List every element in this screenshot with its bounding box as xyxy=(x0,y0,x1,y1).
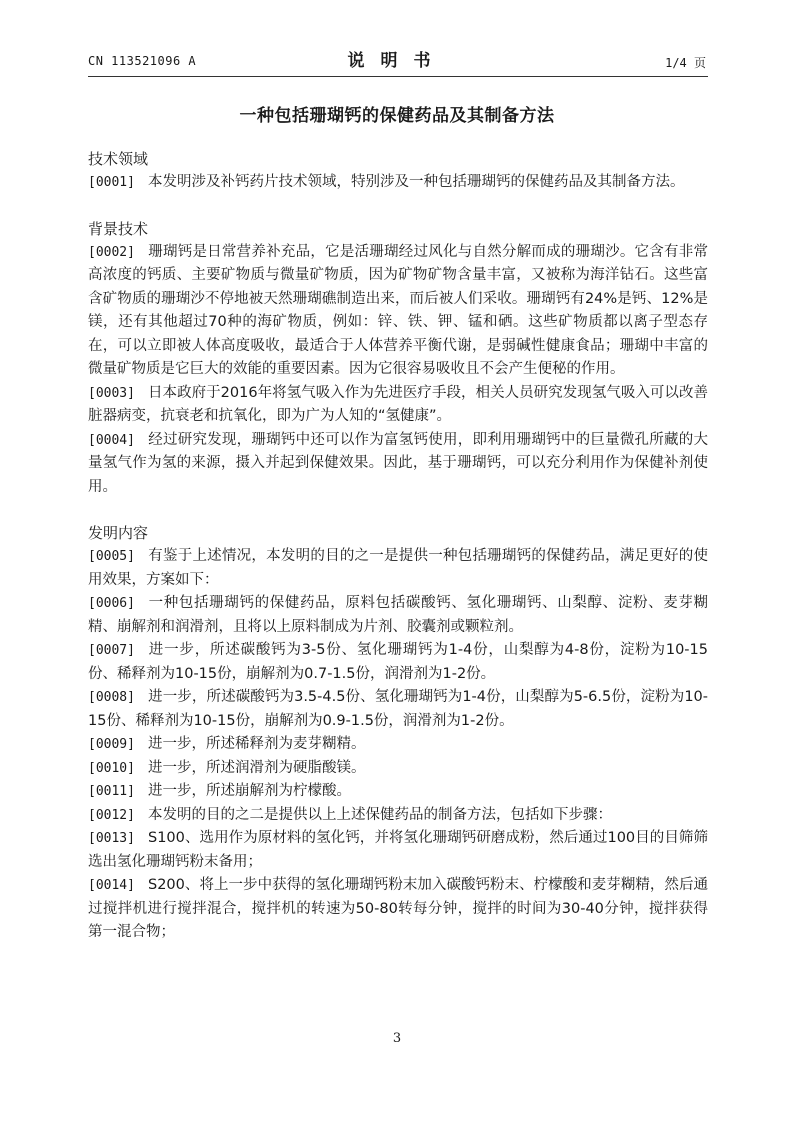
section-spacer xyxy=(88,499,708,522)
section-title: 说明书 xyxy=(347,51,447,71)
document-title: 一种包括珊瑚钙的保健药品及其制备方法 xyxy=(239,106,555,126)
paragraph-text: 进一步，所述润滑剂为硬脂酸镁。 xyxy=(148,759,366,776)
paragraph xyxy=(88,874,708,945)
paragraph-text: 进一步，所述稀释剂为麦芽糊精。 xyxy=(148,736,366,752)
paragraph xyxy=(88,382,708,429)
paragraph-number: [0014] xyxy=(88,878,135,893)
document-body xyxy=(88,148,708,945)
paragraph-number: [0013] xyxy=(88,831,135,846)
page-number: 3 xyxy=(392,1031,402,1046)
document-number: CN 113521096 A xyxy=(88,54,197,68)
paragraph-number: [0010] xyxy=(88,760,135,776)
paragraph xyxy=(88,429,708,500)
paragraph-number: [0008] xyxy=(88,690,135,705)
paragraph-number: [0012] xyxy=(88,807,135,823)
paragraph xyxy=(88,545,708,592)
paragraph-number: [0005] xyxy=(88,549,135,564)
paragraph-number: [0002] xyxy=(88,244,135,260)
paragraph-text: 本发明涉及补钙药片技术领域，特别涉及一种包括珊瑚钙的保健药品及其制备方法。 xyxy=(148,174,685,190)
paragraph-text: 进一步，所述碳酸钙为3.5-4.5份、氢化珊瑚钙为1-4份，山梨醇为5-6.5份，淀粉为10-15份、稀释剂为10-15份，崩解剂为0.9-1.5份，润滑剂为1-2份。 xyxy=(88,689,708,729)
page-header xyxy=(88,44,706,74)
paragraph-text: S100、选用作为原材料的氢化钙，并将氢化珊瑚钙研磨成粉，然后通过100目的目筛筛选出氢化珊瑚钙粉末备用； xyxy=(88,830,708,870)
paragraph xyxy=(88,241,708,382)
paragraph-number: [0003] xyxy=(88,385,135,401)
paragraph xyxy=(88,171,708,195)
paragraph xyxy=(88,733,708,757)
paragraph-text: 进一步，所述碳酸钙为3-5份、氢化珊瑚钙为1-4份，山梨醇为4-8份，淀粉为10-15份、稀释剂为10-15份，崩解剂为0.7-1.5份，润滑剂为1-2份。 xyxy=(88,642,708,682)
paragraph-number: [0009] xyxy=(88,737,135,752)
section-heading: 背景技术 xyxy=(88,219,149,238)
paragraph-text: 日本政府于2016年将氢气吸入作为先进医疗手段，相关人员研究发现氢气吸入可以改善脏器病变，抗衰老和抗氧化，即为广为人知的“氢健康”。 xyxy=(88,384,708,424)
paragraph xyxy=(88,827,708,874)
paragraph xyxy=(88,757,708,781)
paragraph-text: 一种包括珊瑚钙的保健药品，原料包括碳酸钙、氢化珊瑚钙、山梨醇、淀粉、麦芽糊精、崩解剂和润滑剂，且将以上原料制成为片剂、胶囊剂或颗粒剂。 xyxy=(88,595,708,635)
paragraph xyxy=(88,686,708,733)
paragraph-text: S200、将上一步中获得的氢化珊瑚钙粉末加入碳酸钙粉末、柠檬酸和麦芽糊精，然后通过搅拌机进行搅拌混合，搅拌机的转速为50-80转每分钟，搅拌的时间为30-40分钟，搅拌获得第一混合物； xyxy=(88,877,708,940)
paragraph-text: 经过研究发现，珊瑚钙中还可以作为富氢钙使用，即利用珊瑚钙中的巨量微孔所藏的大量氢气作为氢的来源，摄入并起到保健效果。因此，基于珊瑚钙，可以充分利用作为保健补剂使用。 xyxy=(88,431,708,495)
page-indicator: 1/4 页 xyxy=(665,56,706,70)
paragraph xyxy=(88,780,708,804)
paragraph xyxy=(88,639,708,686)
paragraph-number: [0004] xyxy=(88,432,135,448)
paragraph-number: [0006] xyxy=(88,596,135,611)
paragraph-text: 进一步，所述崩解剂为柠檬酸。 xyxy=(148,783,351,799)
paragraph-text: 本发明的目的之二是提供以上上述保健药品的制备方法，包括如下步骤： xyxy=(148,806,612,823)
paragraph xyxy=(88,592,708,639)
paragraph-text: 有鉴于上述情况，本发明的目的之一是提供一种包括珊瑚钙的保健药品，满足更好的使用效果，方案如下： xyxy=(88,548,708,588)
paragraph-number: [0001] xyxy=(88,175,135,190)
paragraph xyxy=(88,804,708,828)
section-heading: 技术领域 xyxy=(88,150,149,168)
header-divider xyxy=(88,76,708,77)
paragraph-number: [0011] xyxy=(88,784,135,799)
section-spacer xyxy=(88,195,708,218)
paragraph-text: 珊瑚钙是日常营养补充品，它是活珊瑚经过风化与自然分解而成的珊瑚沙。它含有非常高浓度的钙质、主要矿物质与微量矿物质，因为矿物矿物含量丰富，又被称为海洋钻石。这些富含矿物质的珊瑚沙不停地被天然珊瑚礁制造出来，而后被人们采收。珊瑚钙有24%是钙、12%是镁，还有其他超过70种的海矿物质，例如：锌、铁、钾、锰和硒。这些矿物质都以离子型态存在，可以立即被人体高度吸收，最适合于人体营养平衡代谢，是弱碱性健康食品；珊瑚中丰富的微量矿物质是它巨大的效能的重要因素。因为它很容易吸收且不会产生便秘的作用。 xyxy=(88,243,708,377)
section-heading: 发明内容 xyxy=(88,524,149,542)
paragraph-number: [0007] xyxy=(88,643,135,658)
